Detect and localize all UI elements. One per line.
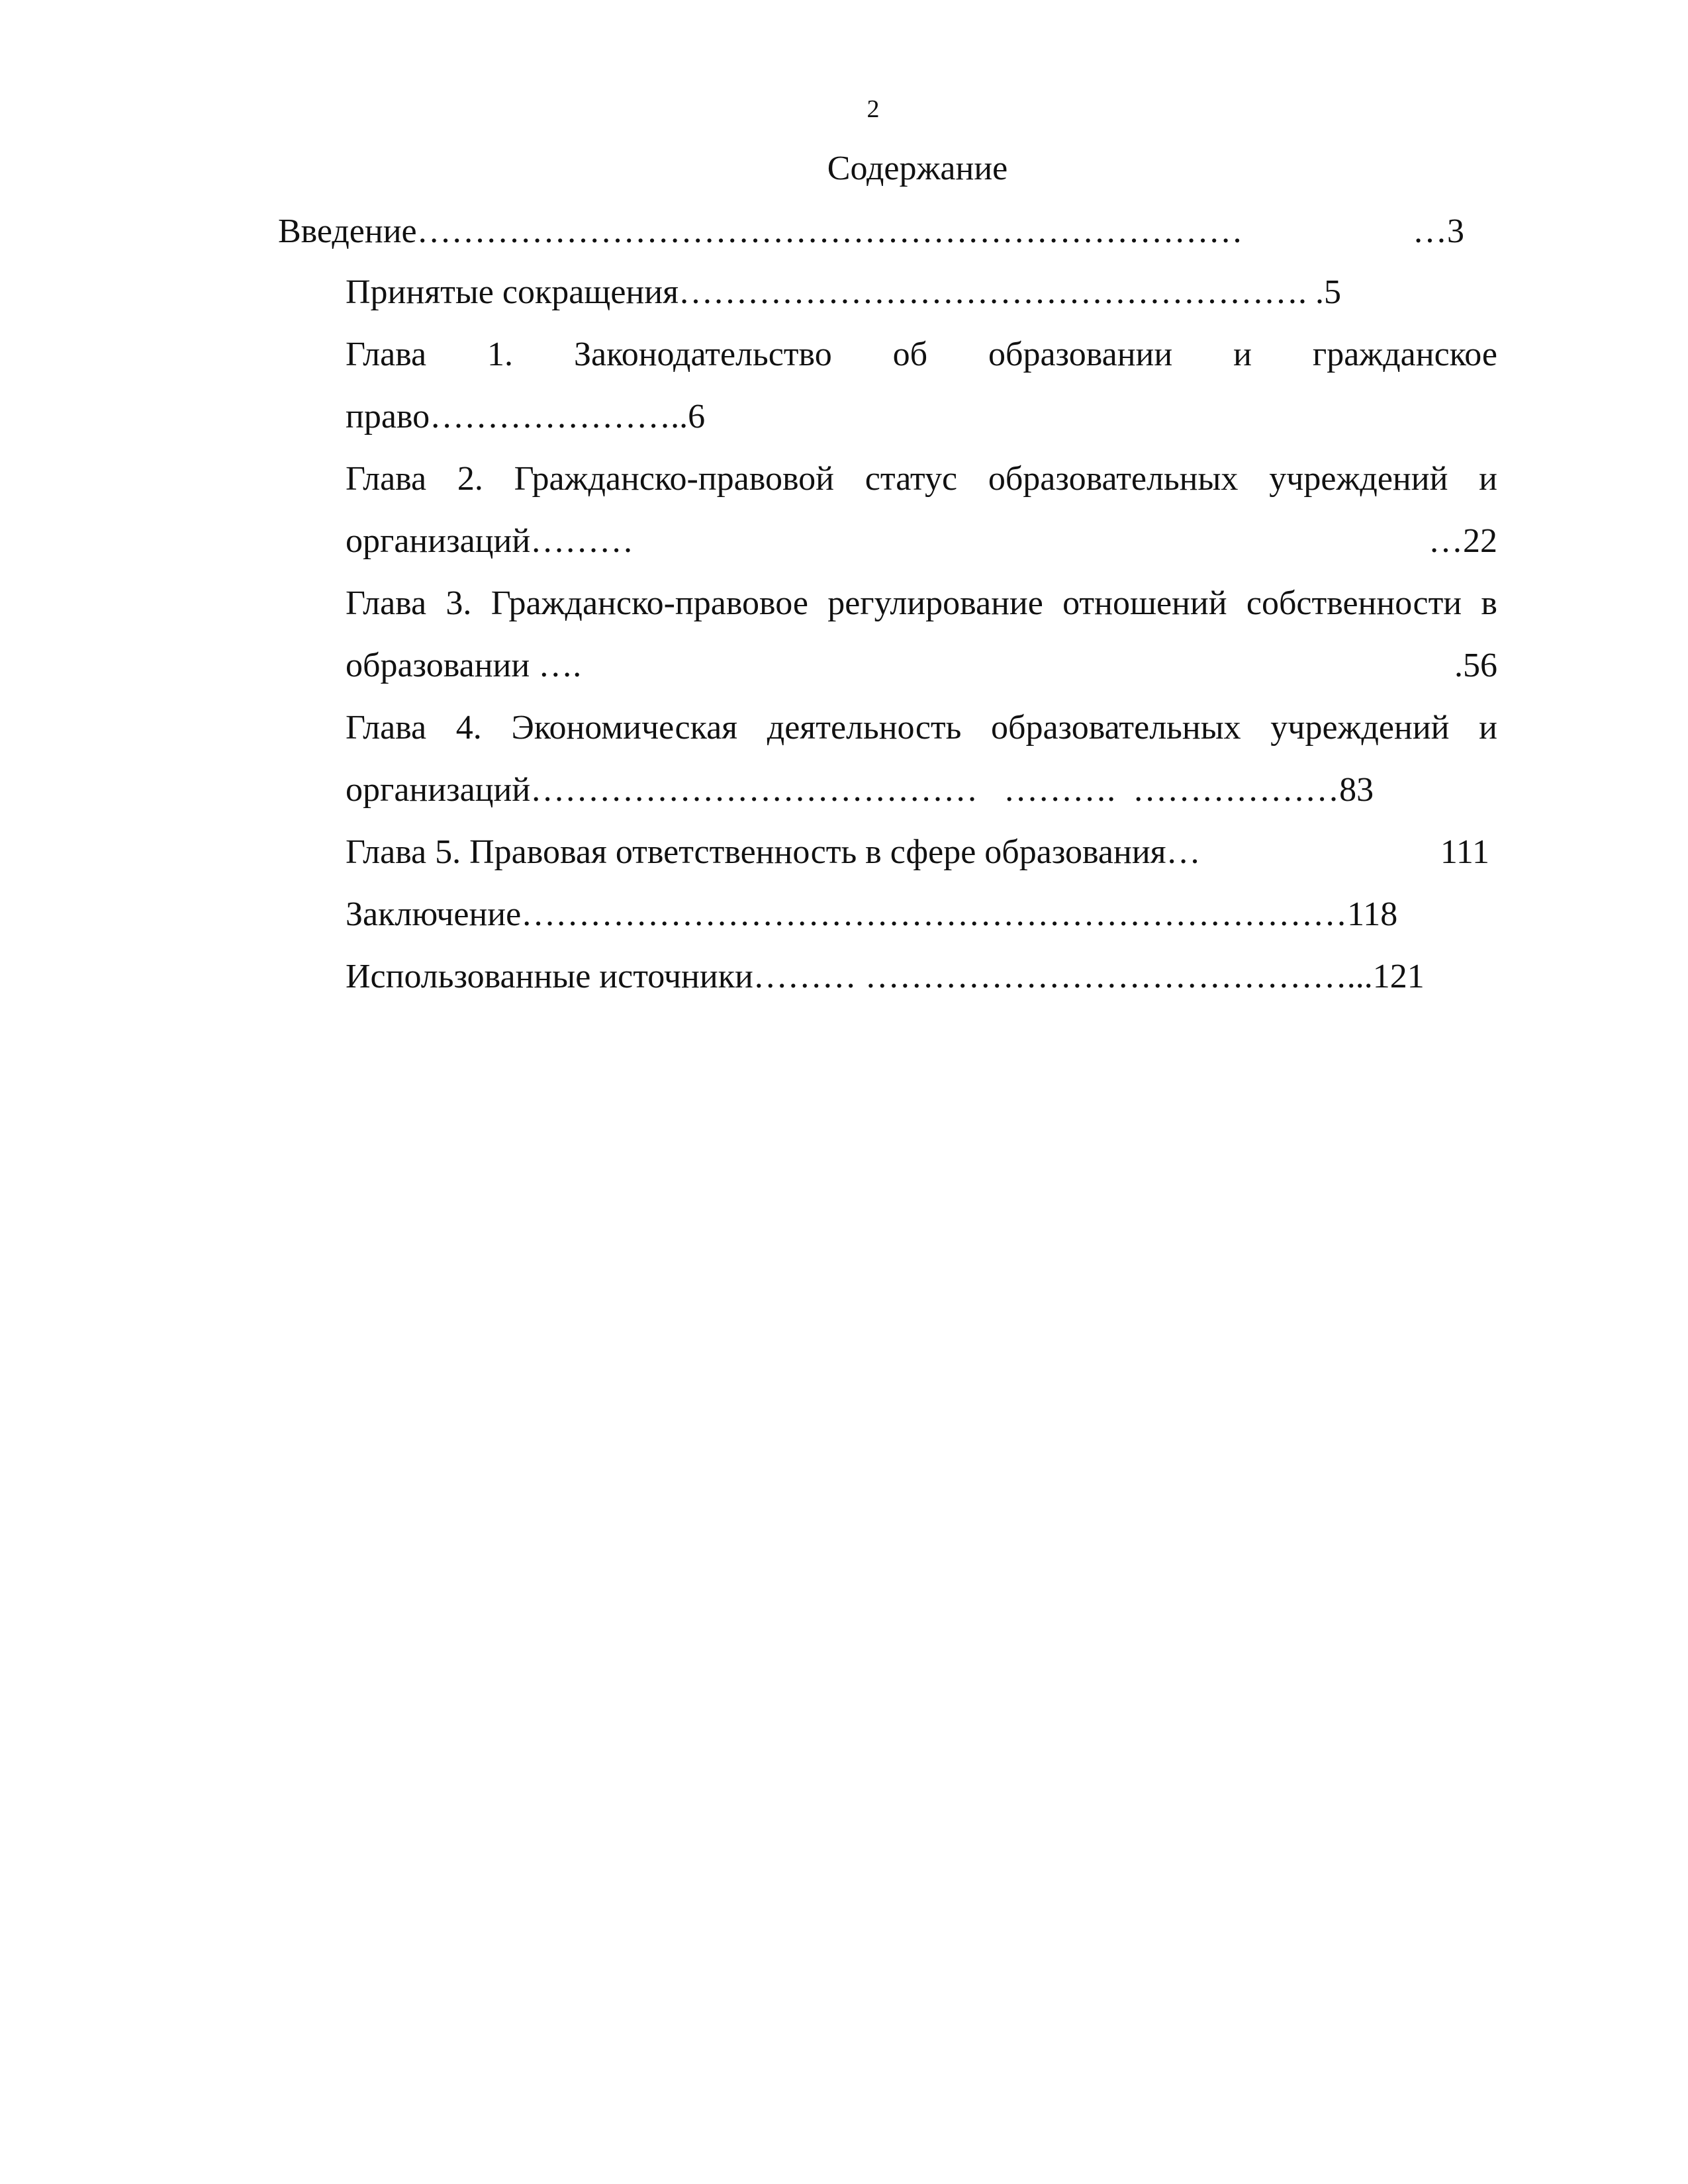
toc-entry-chapter4-line2: организаций………………………………… ………. ………………83 (346, 771, 1374, 809)
toc-entry-chapter2-line2: организаций……… (346, 522, 634, 560)
page-number: 2 (867, 95, 880, 123)
page-title: Содержание (827, 150, 1008, 187)
toc-entry-chapter1-line2: право…………………..6 (346, 398, 706, 435)
toc-entry-chapter5-page: 111 (1440, 833, 1489, 871)
toc-entry-abbreviations: Принятые сокращения………………………………………………. .5 (346, 273, 1341, 311)
toc-entry-chapter2-page: …22 (1429, 522, 1497, 560)
toc-entry-chapter3-line2: образовании …. (346, 647, 582, 684)
toc-entry-conclusion: Заключение………………………………………………………………118 (346, 895, 1398, 933)
toc-entry-chapter1-line1: Глава 1. Законодательство об образовании и гражданское (346, 336, 1497, 373)
toc-entry-chapter4-line1: Глава 4. Экономическая деятельность образовательных учреждений и (346, 709, 1497, 747)
toc-entry-intro-page: …3 (1413, 212, 1464, 250)
toc-entry-sources: Использованные источники……… ……………………………………...121 (346, 958, 1425, 995)
toc-entry-chapter2-line1: Глава 2. Гражданско-правовой статус образовательных учреждений и (346, 460, 1497, 498)
toc-entry-chapter3-page: .56 (1454, 647, 1497, 684)
toc-entry-chapter5: Глава 5. Правовая ответственность в сфере образования… (346, 833, 1201, 871)
toc-entry-chapter3-line1: Глава 3. Гражданско-правовое регулирование отношений собственности в (346, 584, 1497, 622)
toc-entry-intro: Введение……………………………………………………………… (278, 212, 1243, 250)
